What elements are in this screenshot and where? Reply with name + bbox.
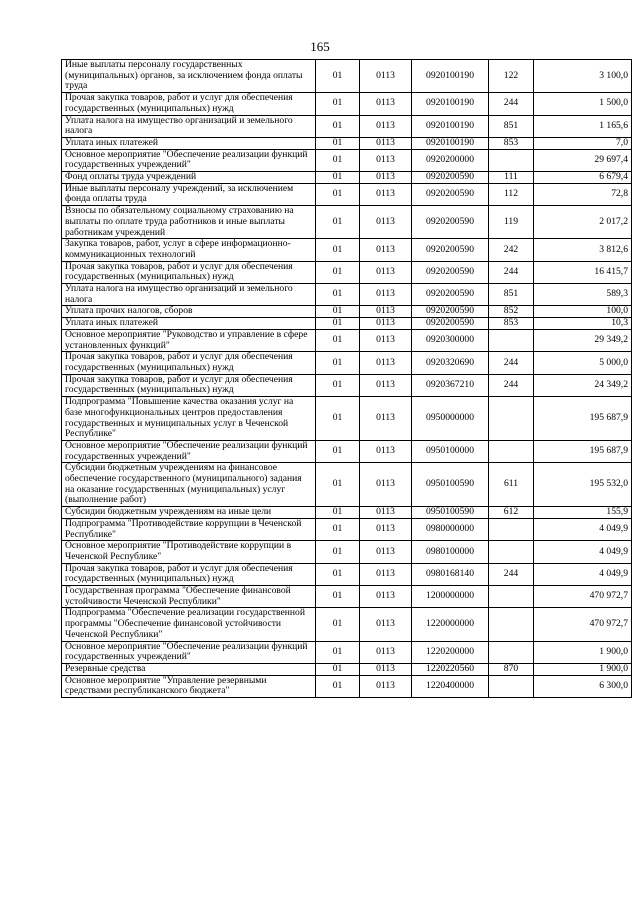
table-row xyxy=(62,675,632,697)
subsection-cell: 0113 xyxy=(360,261,412,283)
row-name-cell: Основное мероприятие "Противодействие коррупции в Чеченской Республике" xyxy=(62,541,316,563)
table-row xyxy=(62,183,632,205)
amount-cell: 470 972,7 xyxy=(534,586,632,608)
section-cell: 01 xyxy=(316,183,360,205)
subsection-cell: 0113 xyxy=(360,329,412,351)
subsection-cell: 0113 xyxy=(360,206,412,239)
row-name-cell: Взносы по обязательному социальному страхованию на выплаты по оплате труда работников и иные выплаты работникам учреждений xyxy=(62,206,316,239)
table-row xyxy=(62,115,632,137)
section-cell: 01 xyxy=(316,541,360,563)
target-article-cell: 0920200590 xyxy=(412,306,489,318)
expense-type-cell: 611 xyxy=(489,463,534,507)
expense-type-cell: 851 xyxy=(489,115,534,137)
row-name-cell: Основное мероприятие "Обеспечение реализации функций государственных учреждений" xyxy=(62,641,316,663)
target-article-cell: 1220200000 xyxy=(412,641,489,663)
expense-type-cell: 244 xyxy=(489,374,534,396)
expense-type-cell xyxy=(489,329,534,351)
section-cell: 01 xyxy=(316,675,360,697)
section-cell: 01 xyxy=(316,172,360,184)
table-row xyxy=(62,463,632,507)
subsection-cell: 0113 xyxy=(360,115,412,137)
section-cell: 01 xyxy=(316,507,360,519)
table-row xyxy=(62,206,632,239)
row-name-cell: Уплата иных платежей xyxy=(62,137,316,149)
table-row xyxy=(62,261,632,283)
table-row xyxy=(62,641,632,663)
row-name-cell: Основное мероприятие "Обеспечение реализации функций государственных учреждений" xyxy=(62,149,316,171)
target-article-cell: 0920200590 xyxy=(412,239,489,261)
target-article-cell: 0920100190 xyxy=(412,93,489,115)
section-cell: 01 xyxy=(316,563,360,585)
amount-cell: 155,9 xyxy=(534,507,632,519)
section-cell: 01 xyxy=(316,374,360,396)
table-row xyxy=(62,329,632,351)
section-cell: 01 xyxy=(316,284,360,306)
section-cell: 01 xyxy=(316,663,360,675)
table-row xyxy=(62,541,632,563)
expense-type-cell: 122 xyxy=(489,60,534,93)
row-name-cell: Прочая закупка товаров, работ и услуг для обеспечения государственных (муниципальных) нужд xyxy=(62,352,316,374)
section-cell: 01 xyxy=(316,440,360,462)
section-cell: 01 xyxy=(316,206,360,239)
subsection-cell: 0113 xyxy=(360,541,412,563)
target-article-cell: 0920100190 xyxy=(412,115,489,137)
subsection-cell: 0113 xyxy=(360,93,412,115)
section-cell: 01 xyxy=(316,239,360,261)
amount-cell: 195 687,9 xyxy=(534,397,632,441)
subsection-cell: 0113 xyxy=(360,641,412,663)
amount-cell: 16 415,7 xyxy=(534,261,632,283)
amount-cell: 3 812,6 xyxy=(534,239,632,261)
table-row xyxy=(62,352,632,374)
subsection-cell: 0113 xyxy=(360,675,412,697)
row-name-cell: Уплата налога на имущество организаций и земельного налога xyxy=(62,115,316,137)
section-cell: 01 xyxy=(316,318,360,330)
section-cell: 01 xyxy=(316,397,360,441)
budget-table xyxy=(61,59,632,698)
table-row xyxy=(62,563,632,585)
expense-type-cell: 244 xyxy=(489,563,534,585)
subsection-cell: 0113 xyxy=(360,586,412,608)
subsection-cell: 0113 xyxy=(360,563,412,585)
target-article-cell: 0950100000 xyxy=(412,440,489,462)
table-row xyxy=(62,318,632,330)
row-name-cell: Иные выплаты персоналу учреждений, за исключением фонда оплаты труда xyxy=(62,183,316,205)
row-name-cell: Подпрограмма "Повышение качества оказания услуг на базе многофункциональных центров предоставления государственных и муниципальных услуг в Чеченской Республике" xyxy=(62,397,316,441)
expense-type-cell: 242 xyxy=(489,239,534,261)
subsection-cell: 0113 xyxy=(360,137,412,149)
expense-type-cell: 112 xyxy=(489,183,534,205)
expense-type-cell xyxy=(489,608,534,641)
amount-cell: 10,3 xyxy=(534,318,632,330)
target-article-cell: 1200000000 xyxy=(412,586,489,608)
expense-type-cell xyxy=(489,518,534,540)
amount-cell: 4 049,9 xyxy=(534,541,632,563)
expense-type-cell: 870 xyxy=(489,663,534,675)
amount-cell: 3 100,0 xyxy=(534,60,632,93)
target-article-cell: 0920367210 xyxy=(412,374,489,396)
table-row xyxy=(62,172,632,184)
amount-cell: 24 349,2 xyxy=(534,374,632,396)
expense-type-cell xyxy=(489,397,534,441)
subsection-cell: 0113 xyxy=(360,172,412,184)
section-cell: 01 xyxy=(316,641,360,663)
section-cell: 01 xyxy=(316,586,360,608)
target-article-cell: 0920200000 xyxy=(412,149,489,171)
section-cell: 01 xyxy=(316,60,360,93)
target-article-cell: 0950000000 xyxy=(412,397,489,441)
table-row xyxy=(62,663,632,675)
target-article-cell: 0980000000 xyxy=(412,518,489,540)
target-article-cell: 0920200590 xyxy=(412,206,489,239)
amount-cell: 100,0 xyxy=(534,306,632,318)
target-article-cell: 0920100190 xyxy=(412,60,489,93)
target-article-cell: 0950100590 xyxy=(412,507,489,519)
target-article-cell: 0980100000 xyxy=(412,541,489,563)
expense-type-cell: 244 xyxy=(489,93,534,115)
amount-cell: 1 165,6 xyxy=(534,115,632,137)
target-article-cell: 1220400000 xyxy=(412,675,489,697)
expense-type-cell: 853 xyxy=(489,137,534,149)
target-article-cell: 0920200590 xyxy=(412,284,489,306)
table-row xyxy=(62,284,632,306)
expense-type-cell xyxy=(489,440,534,462)
row-name-cell: Уплата иных платежей xyxy=(62,318,316,330)
row-name-cell: Уплата налога на имущество организаций и земельного налога xyxy=(62,284,316,306)
row-name-cell: Субсидии бюджетным учреждениям на финансовое обеспечение государственного (муниципального) задания на оказание государственных (муниципальных) услуг (выполнение работ) xyxy=(62,463,316,507)
subsection-cell: 0113 xyxy=(360,397,412,441)
table-body xyxy=(62,60,632,698)
expense-type-cell: 851 xyxy=(489,284,534,306)
amount-cell: 6 679,4 xyxy=(534,172,632,184)
subsection-cell: 0113 xyxy=(360,352,412,374)
subsection-cell: 0113 xyxy=(360,149,412,171)
subsection-cell: 0113 xyxy=(360,374,412,396)
table-row xyxy=(62,239,632,261)
section-cell: 01 xyxy=(316,352,360,374)
row-name-cell: Прочая закупка товаров, работ и услуг для обеспечения государственных (муниципальных) нужд xyxy=(62,261,316,283)
target-article-cell: 1220000000 xyxy=(412,608,489,641)
table-row xyxy=(62,397,632,441)
table-row xyxy=(62,149,632,171)
table-row xyxy=(62,518,632,540)
expense-type-cell: 852 xyxy=(489,306,534,318)
expense-type-cell xyxy=(489,641,534,663)
table-row xyxy=(62,306,632,318)
row-name-cell: Основное мероприятие "Управление резервными средствами республиканского бюджета" xyxy=(62,675,316,697)
expense-type-cell xyxy=(489,149,534,171)
amount-cell: 29 697,4 xyxy=(534,149,632,171)
expense-type-cell: 244 xyxy=(489,352,534,374)
amount-cell: 195 532,0 xyxy=(534,463,632,507)
row-name-cell: Резервные средства xyxy=(62,663,316,675)
amount-cell: 195 687,9 xyxy=(534,440,632,462)
subsection-cell: 0113 xyxy=(360,507,412,519)
row-name-cell: Субсидии бюджетным учреждениям на иные цели xyxy=(62,507,316,519)
expense-type-cell: 111 xyxy=(489,172,534,184)
subsection-cell: 0113 xyxy=(360,284,412,306)
table-row xyxy=(62,137,632,149)
expense-type-cell: 612 xyxy=(489,507,534,519)
target-article-cell: 0920200590 xyxy=(412,183,489,205)
table-row xyxy=(62,586,632,608)
row-name-cell: Закупка товаров, работ, услуг в сфере информационно-коммуникационных технологий xyxy=(62,239,316,261)
amount-cell: 72,8 xyxy=(534,183,632,205)
expense-type-cell: 244 xyxy=(489,261,534,283)
expense-type-cell: 119 xyxy=(489,206,534,239)
amount-cell: 1 500,0 xyxy=(534,93,632,115)
section-cell: 01 xyxy=(316,463,360,507)
row-name-cell: Уплата прочих налогов, сборов xyxy=(62,306,316,318)
subsection-cell: 0113 xyxy=(360,239,412,261)
amount-cell: 2 017,2 xyxy=(534,206,632,239)
row-name-cell: Подпрограмма "Обеспечение реализации государственной программы "Обеспечение финансовой устойчивости Чеченской Республики" xyxy=(62,608,316,641)
expense-type-cell xyxy=(489,541,534,563)
row-name-cell: Иные выплаты персоналу государственных (муниципальных) органов, за исключением фонда оплаты труда xyxy=(62,60,316,93)
table-row xyxy=(62,93,632,115)
section-cell: 01 xyxy=(316,518,360,540)
subsection-cell: 0113 xyxy=(360,463,412,507)
subsection-cell: 0113 xyxy=(360,306,412,318)
amount-cell: 29 349,2 xyxy=(534,329,632,351)
target-article-cell: 0920200590 xyxy=(412,172,489,184)
expense-type-cell: 853 xyxy=(489,318,534,330)
table-row xyxy=(62,60,632,93)
amount-cell: 470 972,7 xyxy=(534,608,632,641)
target-article-cell: 0920320690 xyxy=(412,352,489,374)
table-row xyxy=(62,374,632,396)
section-cell: 01 xyxy=(316,93,360,115)
subsection-cell: 0113 xyxy=(360,518,412,540)
subsection-cell: 0113 xyxy=(360,60,412,93)
row-name-cell: Основное мероприятие "Обеспечение реализации функций государственных учреждений" xyxy=(62,440,316,462)
amount-cell: 4 049,9 xyxy=(534,518,632,540)
row-name-cell: Подпрограмма "Противодействие коррупции в Чеченской Республике" xyxy=(62,518,316,540)
target-article-cell: 0950100590 xyxy=(412,463,489,507)
table-row xyxy=(62,608,632,641)
table-row xyxy=(62,507,632,519)
target-article-cell: 0920300000 xyxy=(412,329,489,351)
target-article-cell: 0980168140 xyxy=(412,563,489,585)
section-cell: 01 xyxy=(316,306,360,318)
section-cell: 01 xyxy=(316,608,360,641)
target-article-cell: 0920100190 xyxy=(412,137,489,149)
amount-cell: 6 300,0 xyxy=(534,675,632,697)
section-cell: 01 xyxy=(316,115,360,137)
amount-cell: 1 900,0 xyxy=(534,641,632,663)
amount-cell: 1 900,0 xyxy=(534,663,632,675)
target-article-cell: 0920200590 xyxy=(412,261,489,283)
row-name-cell: Прочая закупка товаров, работ и услуг для обеспечения государственных (муниципальных) нужд xyxy=(62,374,316,396)
subsection-cell: 0113 xyxy=(360,608,412,641)
target-article-cell: 0920200590 xyxy=(412,318,489,330)
page-number: 165 xyxy=(310,39,330,54)
target-article-cell: 1220220560 xyxy=(412,663,489,675)
subsection-cell: 0113 xyxy=(360,318,412,330)
row-name-cell: Прочая закупка товаров, работ и услуг для обеспечения государственных (муниципальных) нужд xyxy=(62,563,316,585)
amount-cell: 7,0 xyxy=(534,137,632,149)
amount-cell: 589,3 xyxy=(534,284,632,306)
subsection-cell: 0113 xyxy=(360,663,412,675)
expense-type-cell xyxy=(489,586,534,608)
expense-type-cell xyxy=(489,675,534,697)
table-row xyxy=(62,440,632,462)
amount-cell: 4 049,9 xyxy=(534,563,632,585)
row-name-cell: Прочая закупка товаров, работ и услуг для обеспечения государственных (муниципальных) нужд xyxy=(62,93,316,115)
row-name-cell: Основное мероприятие "Руководство и управление в сфере установленных функций" xyxy=(62,329,316,351)
section-cell: 01 xyxy=(316,137,360,149)
subsection-cell: 0113 xyxy=(360,440,412,462)
subsection-cell: 0113 xyxy=(360,183,412,205)
section-cell: 01 xyxy=(316,261,360,283)
section-cell: 01 xyxy=(316,329,360,351)
row-name-cell: Фонд оплаты труда учреждений xyxy=(62,172,316,184)
section-cell: 01 xyxy=(316,149,360,171)
amount-cell: 5 000,0 xyxy=(534,352,632,374)
row-name-cell: Государственная программа "Обеспечение финансовой устойчивости Чеченской Республики" xyxy=(62,586,316,608)
